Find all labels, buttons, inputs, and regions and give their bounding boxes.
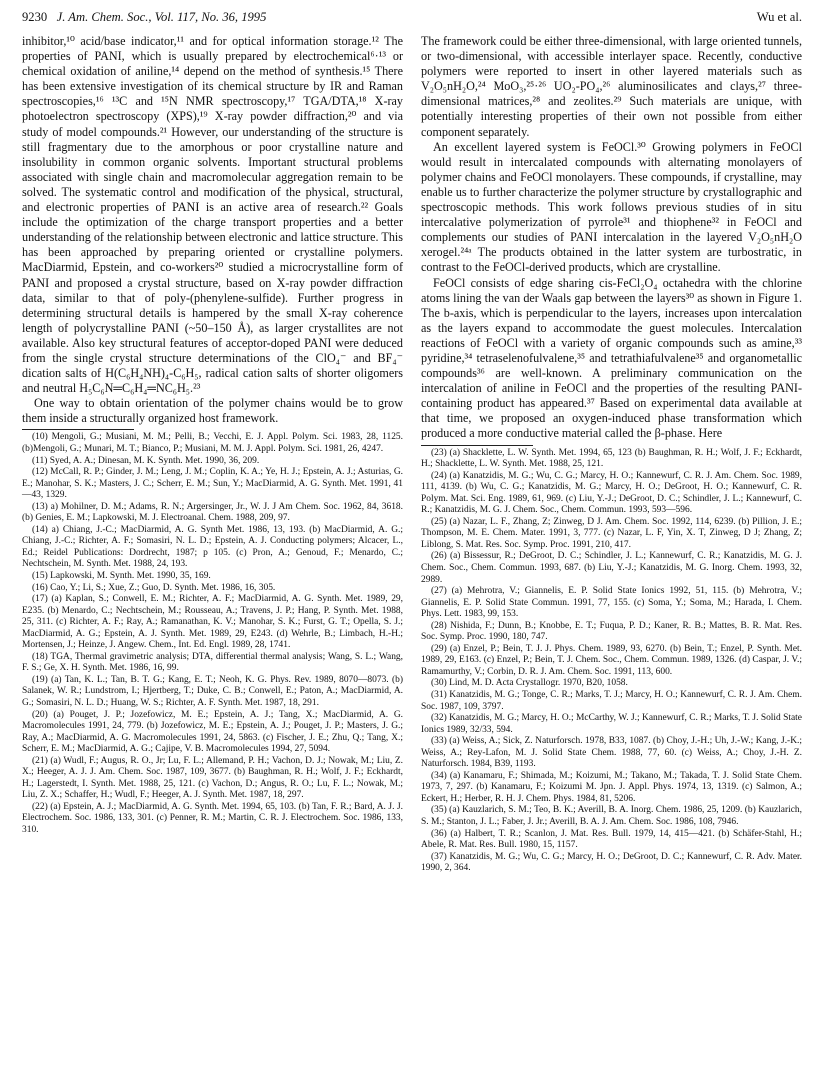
paragraph: inhibitor,¹⁰ acid/base indicator,¹¹ and for optical information storage.¹² The properties of PANI, which is usually prepared by electrochemical⁶·¹³ or chemical oxidation of aniline,¹⁴ depend on the method of synthesis.¹⁵ There has been extensive investigation of its chemical structure by IR and Raman spectroscopies,¹⁶ ¹³C and ¹⁵N NMR spectroscopy,¹⁷ TGA/DTA,¹⁸ X-ray photoelectron spectroscopy (XPS),¹⁹ X-ray powder diffraction,²⁰ and via study of model compounds.²¹ However, our understanding of the structure is still fragmentary due to the amorphous or poor crystalline nature and insolubility in common organic solvents. Important structural problems associated with single chain and macromolecular aggregation remain to be solved. The systematic control and modification of the physical, structural, and electronic properties of PANI is an active area of research.²² Goals include the optimization of the charge transport properties and a better understanding of the relationship between electronic and lattice structure. This has been approached by preparing oriented or crystalline polymers. MacDiarmid, Epstein, and co-workers²⁰ studied a microcrystalline form of PANI and proposed a crystal structure, based on X-ray powder diffraction data, similar to that of poly-(phenylene-sulfide). Further progress in determining structural details is hampered by the small X-ray coherence length of polycrystalline PANI (~50–150 Å), as larger crystallites are not available. Also key structural features of acceptor-doped PANI were deduced from the single crystal structure determinations of the ClO₄⁻ and BF₄⁻ dication salts of H(C₆H₄NH)₄-C₆H₅, radical cation salts of shorter oligomers and neutral H₅C₆N═C₆H₄═NC₆H₅.²³ [22, 34, 403, 396]
left-body [22, 34, 403, 426]
left-column [22, 34, 403, 837]
page-header [22, 10, 802, 28]
page-number: 9230 [22, 10, 48, 24]
reference: (27) (a) Mehrotra, V.; Giannelis, E. P. Solid State Ionics 1992, 51, 115. (b) Mehrotra, V.; Giannelis, E. P. Solid State Commun. 1991, 77, 155. (c) Soma, Y.; Soma, M.; Harada, I. Chem. Phys. Lett. 1983, 99, 153. [421, 586, 802, 620]
reference: (30) Lind, M. D. Acta Crystallogr. 1970, B20, 1058. [431, 678, 628, 689]
reference: (22) (a) Epstein, A. J.; MacDiarmid, A. G. Synth. Met. 1994, 65, 103. (b) Tan, F. R.; Bard, A. J. J. Electrochem. Soc. 1986, 133, 301. (c) Penner, R. M.; Martin, C. R. J. Electrochem. Soc. 1986, 133, 310. [22, 801, 403, 836]
reference: (29) (a) Enzel, P.; Bein, T. J. J. Phys. Chem. 1989, 93, 6270. (b) Bein, T.; Enzel, P. Synth. Met. 1989, 29, E163. (c) Enzel, P.; Bein, T. J. Chem. Soc., Chem. Commun. 1989, 1326. (d) Caspar, J. V.; Ramamurthy, V.; Corbin, D. R. J. Am. Chem. Soc. 1991, 113, 600. [421, 643, 802, 677]
paragraph: An excellent layered system is FeOCl.³⁰ Growing polymers in FeOCl would result in intercalated compounds with alternating monolayers of polymer chains and FeOCl monolayers. These compounds, if crystalline, may enable us to further characterize the polymer structure by crystallographic and spectroscopic methods. This work follows previous studies of in situ intercalative polymerization of pyrrole³¹ and thiophene³² in FeOCl and complements our studies of PANI intercalation in the layered V₂O₅nH₂O xerogel.²⁴ᵃ The products obtained in the latter system are turbostratic, in contrast to the FeOCl-derived products, which are crystalline. [421, 139, 802, 275]
reference: (14) a) Chiang, J.-C.; MacDiarmid, A. G. Synth Met. 1986, 13, 193. (b) MacDiarmid, A. G.; Chiang, J.-C.; Richter, A. F.; Somasiri, N. L. D.; Epstein, A. J. Conducting polymers; Alcacer, L., Ed.; Reidel Publications: Dordrecht, 1987; p 105. (c) Pron, A.; Genoud, F.; Menardo, C.; Nechtschein, M. Synth. Met. 1988, 24, 193. [22, 524, 403, 570]
right-column [421, 34, 802, 875]
journal-citation: J. Am. Chem. Soc., Vol. 117, No. 36, 1995 [56, 10, 267, 24]
reference: (11) Syed, A. A.; Dinesan, M. K. Synth. Met. 1990, 36, 209. [32, 455, 260, 466]
reference: (33) (a) Weiss, A.; Sick, Z. Naturforsch. 1978, B33, 1087. (b) Choy, J.-H.; Uh, J.-W.; Kang, J.-K.; Weiss, A.; Rey-Lafon, M. J. Solid State Chem. 1988, 77, 60. (c) Weiss, A.; Choy, J.-H. Z. Naturforsch. 1984, B39, 1193. [421, 736, 802, 770]
reference: (37) Kanatzidis, M. G.; Wu, C. G.; Marcy, H. O.; DeGroot, D. C.; Kannewurf, C. R. Adv. Mater. 1990, 2, 364. [421, 851, 802, 874]
reference: (15) Lapkowski, M. Synth. Met. 1990, 35, 169. [32, 571, 211, 581]
reference: (18) TGA, Thermal gravimetric analysis; DTA, differential thermal analysis; Wang, S. L.; Wang, F. S.; Ge, X. H. Synth. Met. 1986, 16, 99. [22, 651, 403, 674]
reference: (34) (a) Kanamaru, F.; Shimada, M.; Koizumi, M.; Takano, M.; Takada, T. J. Solid State Chem. 1973, 7, 297. (b) Kanamaru, F.; Koizumi M. Jpn. J. Appl. Phys. 1974, 13, 1319. (c) Salmon, A.; Eckert, H.; Herber, R. H. J. Chem. Phys. 1984, 81, 5206. [421, 770, 802, 804]
reference: (32) Kanatzidis, M. G.; Marcy, H. O.; McCarthy, W. J.; Kannewurf, C. R.; Marks, T. J. Solid State Ionics 1989, 32/33, 594. [421, 713, 802, 735]
reference: (19) (a) Tan, K. L.; Tan, B. T. G.; Kang, E. T.; Neoh, K. G. Phys. Rev. 1989, 8070—8073. (b) Salanek, W. R.; Lundstrom, I.; Hjertberg, T.; Duke, C. B.; Conwell, E.; Paton, A.; MacDiarmid, A. G.; Somasiri, N. L. D.; Huang, W. S.; Richter, A. F. Synth. Met. 1987, 18, 291. [22, 674, 403, 709]
reference: (28) Nishida, F.; Dunn, B.; Knobbe, E. T.; Fuqua, P. D.; Kaner, R. B.; Mattes, B. R. Mat. Res. Soc. Symp. Proc. 1990, 180, 747. [421, 620, 802, 643]
left-references [22, 432, 403, 836]
header-left [22, 10, 266, 25]
right-references [421, 448, 802, 875]
reference: (24) (a) Kanatzidis, M. G.; Wu, C. G.; Marcy, H. O.; Kannewurf, C. R. J. Am. Chem. Soc. 1989, 111, 4139. (b) Wu, C. G.; Kanatzidis, M. G.; Marcy, H. O.; DeGroot, H. O.; Kannewurf, C. R. Polym. Mat. Sci. Eng. 1989, 61, 969. (c) Liu, Y.-J.; DeGroot, D. C.; Schindler, J. L.; Kannewurf, C. R.; Kanatzidis, M. G. J. Chem. Soc., Chem. Commun. 1993, 593—596. [421, 470, 802, 516]
reference: (35) (a) Kauzlarich, S. M.; Teo, B. K.; Averill, B. A. Inorg. Chem. 1986, 25, 1209. (b) Kauzlarich, S. M.; Stanton, J. L.; Faber, J. Jr.; Averill, B. A. J. Am. Chem. Soc. 1986, 108, 7946. [421, 805, 802, 828]
paragraph: One way to obtain orientation of the polymer chains would be to grow them inside a structurally organized host framework. [22, 396, 403, 426]
reference: (25) (a) Nazar, L. F., Zhang, Z; Zinweg, D J. Am. Chem. Soc. 1992, 114, 6239. (b) Pillion, J. E.; Thompson, M. E. Chem. Mater. 1991, 3, 777. (c) Nazar, L. F, Yin, X. T, Zinweg, D J; Zhang, Z; Liblong, S. Mat. Res. Soc. Symp. Proc. 1991, 210, 417. [421, 516, 802, 550]
reference: (13) a) Mohilner, D. M.; Adams, R. N.; Argersinger, Jr., W. J. J Am Chem. Soc. 1962, 84, 3618. (b) Genies, E. M.; Lapkowski, M. J. Electroanal. Chem. 1988, 209, 97. [22, 501, 403, 524]
reference: (20) (a) Pouget, J. P.; Jozefowicz, M. E.; Epstein, A. J.; Tang, X.; MacDiarmid, A. G. Macromolecules 1991, 24, 779. (b) Jozefowicz, M. E.; Epstein, A. J.; Pouget, J. P.; Masters, J. G.; Ray, A.; MacDiarmid, A. G. Macromolecules 1991, 24, 5863. (c) Fischer, J. E.; Zhu, Q.; Tang, X.; Scherr, E. M.; MacDiarmid, A. G.; Cajipe, V. B. Macromolecules 1994, 27, 5094. [22, 709, 403, 755]
paragraph: The framework could be either three-dimensional, with large oriented tunnels, or two-dimensional, with accessible interlayer space. Recently, conductive polymers were reported to insert in other layered materials such as V₂O₅nH₂O,²⁴ MoO₃,²⁵·²⁶ UO₂-PO₄,²⁶ aluminosilicates and clays,²⁷ three-dimensional matrices,²⁸ and zeolites.²⁹ Such materials are unique, with potentially interesting properties of their own not possible from either component separately. [421, 34, 802, 139]
running-authors: Wu et al. [756, 10, 802, 24]
reference: (10) Mengoli, G.; Musiani, M. M.; Pelli, B.; Vecchi, E. J. Appl. Polym. Sci. 1983, 28, 1125. (b)Mengoli, G.; Munari, M. T.; Bianco, P.; Musiani, M. M. J. Appl. Polym. Sci. 1981, 26, 4247. [22, 432, 403, 454]
reference: (31) Kanatzidis, M. G.; Tonge, C. R.; Marks, T. J.; Marcy, H. O.; Kannewurf, C. R. J. Am. Chem. Soc. 1987, 109, 3797. [421, 690, 802, 712]
reference: (36) (a) Halbert, T. R.; Scanlon, J. Mat. Res. Bull. 1979, 14, 415—421. (b) Schäfer-Stahl, H.; Abele, R. Mat. Res. Bull. 1980, 15, 1157. [421, 828, 802, 851]
footnote-rule [421, 445, 533, 446]
reference: (16) Cao, Y.; Li, S.; Xue, Z.; Guo, D. Synth. Met. 1986, 16, 305. [32, 582, 276, 593]
paragraph: FeOCl consists of edge sharing cis-FeCl₂O₄ octahedra with the chlorine atoms lining the van der Waals gap between the layers³⁰ as shown in Figure 1. The b-axis, which is perpendicular to the layers, increases upon intercalation as the layers expand to accommodate the guest molecules. Intercalation reactions of FeOCl with a variety of organic compounds such as amine,³³ pyridine,³⁴ tetraselenofulvalene,³⁵ and tetrathiafulvalene³⁵ and organometallic compounds³⁶ are well-known. A preliminary communication on the intercalation of aniline in FeOCl and the properties of the resulting PANI-containing product has appeared.³⁷ Based on experimental data available at that time, we proposed an oxygen-induced phase transformation which produced a more conductive material called the β-phase. Here [421, 275, 802, 441]
reference: (26) (a) Bissessur, R.; DeGroot, D. C.; Schindler, J. L.; Kannewurf, C. R.; Kanatzidis, M. G. J. Chem. Soc., Chem. Commun. 1993, 687. (b) Liu, Y.-J.; Kanatzidis, M. G. Inorg. Chem. 1993, 32, 2989. [421, 551, 802, 585]
reference: (17) (a) Kaplan, S.; Conwell, E. M.; Richter, A. F.; MacDiarmid, A. G. Synth. Met. 1989, 29, E235. (b) Menardo, C.; Nechtschein, M.; Rousseau, A.; Travens, J. P.; Hang, P. Synth. Met. 1988, 25, 311. (c) Richter, A. F.; Ray, A.; Ramanathan, K. V.; Manohar, S. K.; Furst, G. T.; Opella, S. J.; MacDiarmid, A. G.; Epstein, A. J. Synth. Met. 1989, 29, E243. (d) Wehrle, B.; Limbach, H.-H.; Mortensen, J.; Heinze, J. Angew. Chem., Int. Ed. Engl. 1989, 28, 1741. [22, 594, 403, 651]
reference: (21) (a) Wudl, F.; Augus, R. O., Jr; Lu, F. L.; Allemand, P. H.; Vachon, D. J.; Nowak, M.; Liu, Z. X.; Heeger, A. J. J. Am. Chem. Soc. 1987, 109, 3677. (b) Baughman, R. H.; Wolf, J. F.; Eckhardt, H.; Lagerstedt, I. Synth. Met. 1988, 25, 121. (c) Vachon, D.; Angus, R. O.; Lu, F. L.; Nowak, M.; Liu, Z. X.; Schaffer, H.; Wudl, F.; Heeger, A. J. Synth. Met. 1987, 18, 297. [22, 755, 403, 801]
footnote-rule [22, 429, 134, 430]
right-body [421, 34, 802, 442]
reference: (23) (a) Shacklette, L. W. Synth. Met. 1994, 65, 123 (b) Baughman, R. H.; Wolf, J. F.; Eckhardt, H.; Shacklette, L. W. Synth. Met. 1988, 25, 121. [421, 447, 802, 470]
reference: (12) McCall, R. P.; Ginder, J. M.; Leng, J. M.; Coplin, K. A.; Ye, H. J.; Epstein, A. J.; Asturias, G. E.; Manohar, S. K.; Masters, J. C.; Scherr, E. M.; Sun, Y.; MacDiarmid, A. G. Synth. Met. 1991, 41—43, 1329. [22, 467, 403, 501]
